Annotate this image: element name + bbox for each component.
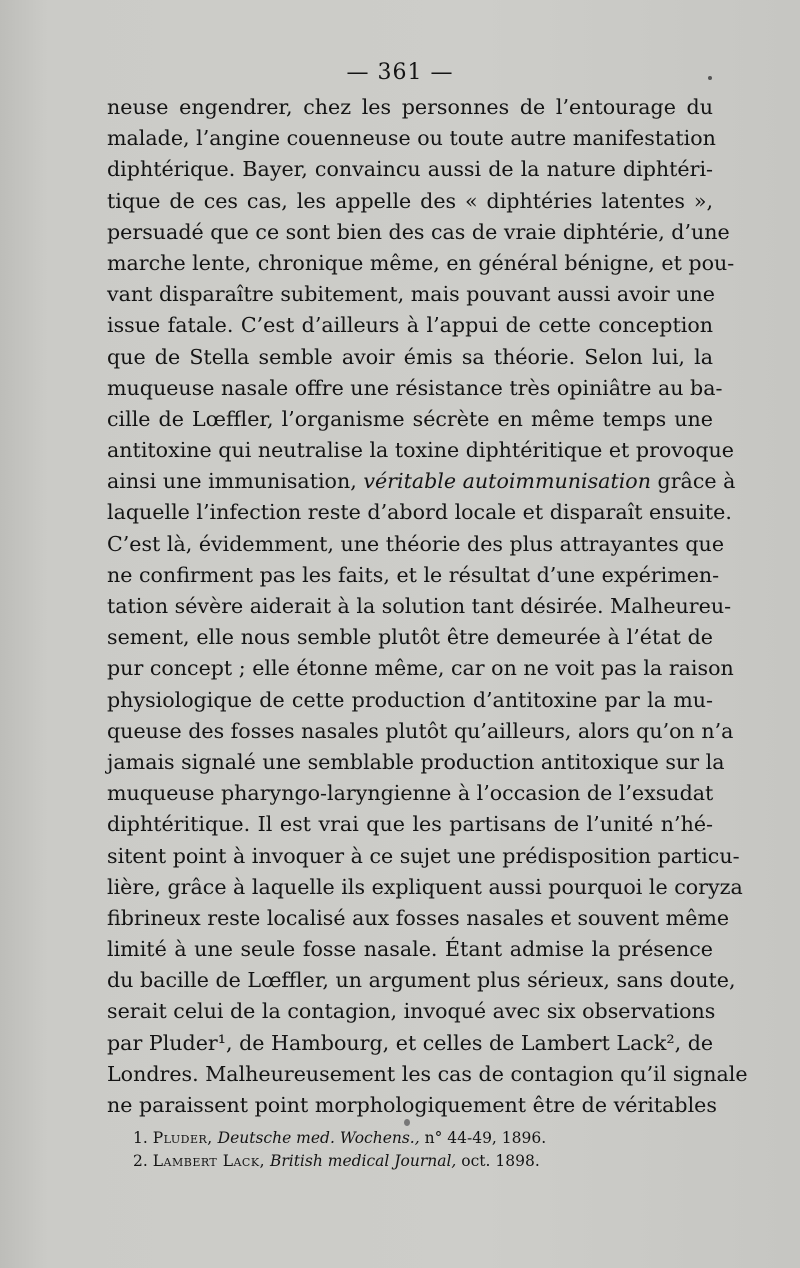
footnote-title: Deutsche med. Wochens., [217,1129,420,1147]
text-line: diphtéritique. Il est vrai que les partisans de l’unité n’hé- [107,812,713,837]
footnote-title: British medical Journal, [269,1152,457,1170]
text-line: antitoxine qui neutralise la toxine diphtéritique et provoque [107,438,734,463]
text-line: C’est là, évidemment, une théorie des plus attrayantes que [107,531,725,556]
text-run: ainsi une immunisation, [107,469,364,494]
ink-speck [404,1119,410,1126]
text-line: diphtérique. Bayer, convaincu aussi de la nature diphtéri- [107,157,713,182]
body-text [107,92,748,1121]
page-number: — 361 — [346,60,454,85]
text-line: limité à une seule fosse nasale. Étant admise la présence [107,937,713,962]
text-line: issue fatale. C’est d’ailleurs à l’appui de cette conception [107,313,713,338]
text-line: malade, l’angine couenneuse ou toute autre manifestation [107,126,716,151]
footnote [133,1150,693,1173]
text-line: jamais signalé une semblable production antitoxique sur la [107,749,725,774]
footnote-author: Pluder, [152,1129,213,1147]
text-run: grâce à [650,469,736,494]
text-line: sitent point à invoquer à ce sujet une prédisposition particu- [107,843,740,868]
text-line: ne paraissent point morphologiquement être de véritables [107,1093,717,1117]
text-line: serait celui de la contagion, invoqué avec six observations [107,999,716,1024]
text-line: laquelle l’infection reste d’abord locale et disparaît ensuite. [107,500,732,525]
text-line: marche lente, chronique même, en général bénigne, et pou- [107,250,735,275]
text-line: pur concept ; elle étonne même, car on ne voit pas la raison [107,656,734,681]
text-line: du bacille de Lœffler, un argument plus sérieux, sans doute, [107,968,736,993]
footnote-reference: n° 44-49, 1896. [419,1129,547,1147]
text-line: persuadé que ce sont bien des cas de vraie diphtérie, d’une [107,219,730,244]
text-line: muqueuse nasale offre une résistance très opiniâtre au ba- [107,375,723,400]
text-line: tique de ces cas, les appelle des « diphtéries latentes », [107,188,713,213]
text-line: queuse des fosses nasales plutôt qu’ailleurs, alors qu’on n’a [107,718,734,743]
text-line: que de Stella semble avoir émis sa théorie. Selon lui, la [107,344,713,369]
ink-speck [708,76,712,80]
footnotes [133,1127,693,1173]
text-line: lière, grâce à laquelle ils expliquent aussi pourquoi le coryza [107,874,743,899]
text-line: physiologique de cette production d’antitoxine par la mu- [107,687,713,712]
text-line: neuse engendrer, chez les personnes de l’entourage du [107,95,713,119]
text-line: muqueuse pharyngo-laryngienne à l’occasion de l’exsudat [107,781,714,806]
text-line: cille de Lœffler, l’organisme sécrète en même temps une [107,406,713,431]
text-line: par Pluder¹, de Hambourg, et celles de Lambert Lack², de [107,1030,714,1055]
text-line: Londres. Malheureusement les cas de contagion qu’il signale [107,1061,748,1086]
text-line: vant disparaître subitement, mais pouvant aussi avoir une [107,282,715,307]
footnote-author: Lambert Lack, [152,1152,265,1170]
text-line: ne confirment pas les faits, et le résultat d’une expérimen- [107,562,720,587]
footnote-number: 1. [133,1129,148,1147]
italic-text-run: véritable autoimmunisation [363,469,651,494]
text-line: fibrineux reste localisé aux fosses nasales et souvent même [107,905,730,930]
text-line: sement, elle nous semble plutôt être demeurée à l’état de [107,625,713,650]
text-line [107,466,736,497]
footnote [133,1127,693,1150]
text-line: tation sévère aiderait à la solution tant désirée. Malheureu- [107,594,732,618]
footnote-number: 2. [133,1152,148,1170]
footnote-reference: oct. 1898. [456,1152,540,1170]
